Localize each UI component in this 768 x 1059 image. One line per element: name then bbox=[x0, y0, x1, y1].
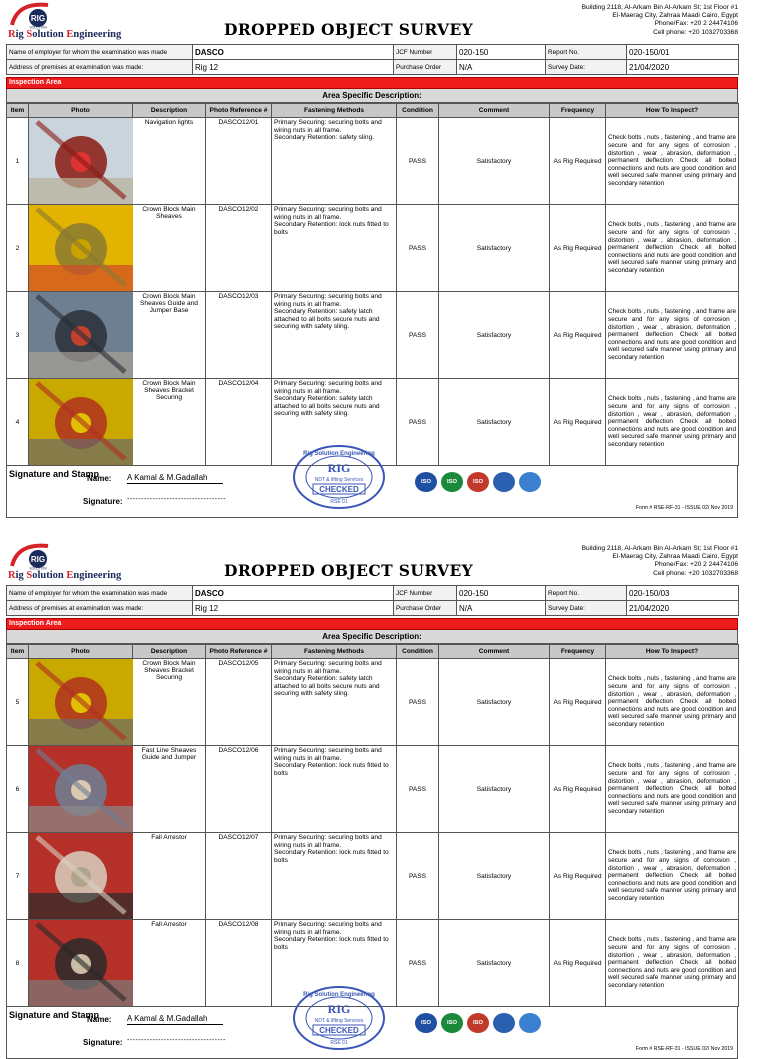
fastening-methods: Primary Securing: securing bolts and wiring nuts in all frame. Secondary Retention: lock nuts fitted to bolts bbox=[272, 920, 397, 1007]
item-number: 5 bbox=[7, 659, 29, 746]
svg-text:SOLUTION: SOLUTION bbox=[29, 25, 47, 30]
item-description: Fast Line Sheaves Guide and Jumper bbox=[133, 746, 206, 833]
po-value: N/A bbox=[457, 601, 546, 616]
frequency-value: As Rig Required bbox=[550, 205, 606, 292]
photo-reference: DASCO12/06 bbox=[206, 746, 272, 833]
item-number: 2 bbox=[7, 205, 29, 292]
svg-text:CHECKED: CHECKED bbox=[319, 1026, 359, 1035]
svg-text:RIG: RIG bbox=[327, 461, 351, 475]
employer-value: DASCO bbox=[193, 586, 394, 601]
inspection-photo bbox=[29, 746, 133, 833]
svg-text:Rig Solution Engineering: Rig Solution Engineering bbox=[303, 992, 375, 998]
condition-value: PASS bbox=[397, 379, 439, 466]
frequency-value: As Rig Required bbox=[550, 659, 606, 746]
condition-value: PASS bbox=[397, 118, 439, 205]
area-description-header: Area Specific Description: bbox=[6, 89, 738, 103]
frequency-value: As Rig Required bbox=[550, 379, 606, 466]
rig-logo-icon bbox=[8, 1, 54, 29]
jcf-label: JCF Number bbox=[394, 45, 457, 60]
signature-stamp-label: Signature and Stamp bbox=[9, 1010, 100, 1020]
info-grid bbox=[6, 44, 739, 75]
svg-text:CHECKED: CHECKED bbox=[319, 485, 359, 494]
comment-value: Satisfactory bbox=[439, 118, 550, 205]
company-brand-text: Rig Solution Engineering bbox=[8, 570, 122, 581]
fastening-methods: Primary Securing: securing bolts and wiring nuts in all frame. Secondary Retention: lock nuts fitted to bolts bbox=[272, 746, 397, 833]
inspection-photo bbox=[29, 205, 133, 292]
employer-label: Name of employer for whom the examination was made bbox=[7, 45, 193, 60]
svg-text:RIG: RIG bbox=[327, 1002, 351, 1016]
name-label: Name: bbox=[87, 474, 112, 483]
col-photo: Photo bbox=[29, 645, 133, 659]
table-row bbox=[7, 746, 739, 833]
signature-label: Signature: bbox=[83, 1038, 123, 1047]
condition-value: PASS bbox=[397, 292, 439, 379]
item-description: Crown Block Main Sheaves Guide and Jumper Base bbox=[133, 292, 206, 379]
signature-block bbox=[6, 992, 738, 1059]
report-value: 020-150/03 bbox=[627, 586, 739, 601]
col-how-to-inspect: How To Inspect? bbox=[606, 104, 739, 118]
comment-value: Satisfactory bbox=[439, 659, 550, 746]
page-gap bbox=[0, 521, 768, 541]
col-frequency: Frequency bbox=[550, 645, 606, 659]
globe-badge-icon bbox=[519, 472, 541, 492]
iso-badge-icon: ISO bbox=[415, 1013, 437, 1033]
iso-badge-icon: ISO bbox=[467, 1013, 489, 1033]
address-line: Building 2118, Al-Arkam Bin Al-Arkam St; 1st Floor #1 bbox=[581, 545, 738, 552]
frequency-value: As Rig Required bbox=[550, 920, 606, 1007]
photo-reference: DASCO12/04 bbox=[206, 379, 272, 466]
table-row bbox=[7, 205, 739, 292]
fastening-methods: Primary Securing: securing bolts and wiring nuts in all frame. Secondary Retention: safety latch attached to all bolts secure nuts and securing with safety sling. bbox=[272, 292, 397, 379]
condition-value: PASS bbox=[397, 920, 439, 1007]
how-to-inspect-text: Check bolts , nuts , fastening , and frame are secure and for any signs of corrosion , distortion , wear , abrasion, deformation , permanent deflection Check all bolted connections and nuts are good condition and well secured safe manner using primary and secondary retention bbox=[606, 205, 739, 292]
how-to-inspect-text: Check bolts , nuts , fastening , and frame are secure and for any signs of corrosion , distortion , wear , abrasion, deformation , permanent deflection Check all bolted connections and nuts are good condition and well secured safe manner using primary and secondary retention bbox=[606, 833, 739, 920]
seal-badge-icon bbox=[493, 1013, 515, 1033]
fastening-methods: Primary Securing: securing bolts and wiring nuts in all frame. Secondary Retention: lock nuts fitted to bolts bbox=[272, 833, 397, 920]
inspection-photo bbox=[29, 833, 133, 920]
inspection-photo bbox=[29, 292, 133, 379]
how-to-inspect-text: Check bolts , nuts , fastening , and frame are secure and for any signs of corrosion , distortion , wear , abrasion, deformation , permanent deflection Check all bolted connections and nuts are good condition and well secured safe manner using primary and secondary retention bbox=[606, 118, 739, 205]
premises-value: Rig 12 bbox=[193, 601, 394, 616]
form-number: Form # RSE-RF-31 - ISSUE 02/ Nov 2019 bbox=[635, 505, 733, 511]
rig-logo-icon bbox=[8, 542, 54, 570]
jcf-value: 020-150 bbox=[457, 586, 546, 601]
iso-badge-icon: ISO bbox=[467, 472, 489, 492]
col-item: Item bbox=[7, 645, 29, 659]
item-description: Fall Arrestor bbox=[133, 920, 206, 1007]
photo-reference: DASCO12/07 bbox=[206, 833, 272, 920]
item-number: 3 bbox=[7, 292, 29, 379]
employer-value: DASCO bbox=[193, 45, 394, 60]
svg-text:NDT & lifting Services: NDT & lifting Services bbox=[314, 1018, 364, 1024]
photo-image bbox=[29, 833, 132, 919]
form-number: Form # RSE-RF-31 - ISSUE 02/ Nov 2019 bbox=[635, 1046, 733, 1052]
col-description: Description bbox=[133, 645, 206, 659]
table-row bbox=[7, 292, 739, 379]
item-description: Crown Block Main Sheaves bbox=[133, 205, 206, 292]
photo-image bbox=[29, 118, 132, 204]
fastening-methods: Primary Securing: securing bolts and wiring nuts in all frame. Secondary Retention: safety latch attached to all bolts secure nuts and securing with safety sling. bbox=[272, 659, 397, 746]
company-logo bbox=[6, 541, 136, 585]
document-title: DROPPED OBJECT SURVEY bbox=[224, 20, 474, 39]
address-line: Building 2118, Al-Arkam Bin Al-Arkam St; 1st Floor #1 bbox=[581, 4, 738, 11]
inspection-photo bbox=[29, 118, 133, 205]
how-to-inspect-text: Check bolts , nuts , fastening , and frame are secure and for any signs of corrosion , distortion , wear , abrasion, deformation , permanent deflection Check all bolted connections and nuts are good condition and well secured safe manner using primary and secondary retention bbox=[606, 920, 739, 1007]
iso-badge-icon: ISO bbox=[441, 1013, 463, 1033]
svg-text:RSE 01: RSE 01 bbox=[330, 1040, 348, 1046]
item-number: 6 bbox=[7, 746, 29, 833]
photo-image bbox=[29, 205, 132, 291]
inspection-photo bbox=[29, 659, 133, 746]
address-line: El-Maerag City, Zahraa Maadi Cairo, Egypt bbox=[612, 12, 738, 20]
condition-value: PASS bbox=[397, 833, 439, 920]
company-address bbox=[518, 545, 738, 578]
item-description: Crown Block Main Sheaves Bracket Securing bbox=[133, 659, 206, 746]
fastening-methods: Primary Securing: securing bolts and wiring nuts in all frame. Secondary Retention: safety latch attached to all bolts secure nuts and securing with safety sling. bbox=[272, 379, 397, 466]
photo-reference: DASCO12/02 bbox=[206, 205, 272, 292]
signature-block bbox=[6, 451, 738, 518]
checked-stamp-icon bbox=[291, 985, 387, 1051]
comment-value: Satisfactory bbox=[439, 205, 550, 292]
svg-text:NDT & lifting Services: NDT & lifting Services bbox=[314, 477, 364, 483]
col-condition: Condition bbox=[397, 104, 439, 118]
col-photo: Photo bbox=[29, 104, 133, 118]
frequency-value: As Rig Required bbox=[550, 118, 606, 205]
premises-label: Address of premises at examination was made: bbox=[7, 60, 193, 75]
jcf-label: JCF Number bbox=[394, 586, 457, 601]
address-line: Phone/Fax: +20 2 24474106 bbox=[654, 20, 738, 28]
inspection-area-bar: Inspection Area bbox=[6, 77, 738, 89]
survey-table bbox=[6, 103, 739, 466]
table-row bbox=[7, 833, 739, 920]
photo-reference: DASCO12/03 bbox=[206, 292, 272, 379]
po-label: Purchase Order bbox=[394, 601, 457, 616]
survey-date-value: 21/04/2020 bbox=[627, 60, 739, 75]
how-to-inspect-text: Check bolts , nuts , fastening , and frame are secure and for any signs of corrosion , distortion , wear , abrasion, deformation , permanent deflection Check all bolted connections and nuts are good condition and well secured safe manner using primary and secondary retention bbox=[606, 659, 739, 746]
svg-text:RIG: RIG bbox=[30, 14, 46, 23]
inspection-photo bbox=[29, 920, 133, 1007]
inspector-names: A Kamal & M.Gadallah bbox=[127, 1014, 223, 1025]
item-number: 8 bbox=[7, 920, 29, 1007]
report-label: Report No. bbox=[546, 45, 627, 60]
fastening-methods: Primary Securing: securing bolts and wiring nuts in all frame. Secondary Retention: safety sling. bbox=[272, 118, 397, 205]
photo-reference: DASCO12/05 bbox=[206, 659, 272, 746]
item-description: Navigation lights bbox=[133, 118, 206, 205]
iso-badge-icon: ISO bbox=[415, 472, 437, 492]
frequency-value: As Rig Required bbox=[550, 833, 606, 920]
report-label: Report No. bbox=[546, 586, 627, 601]
address-line: Cell phone: +20 1032703368 bbox=[653, 569, 738, 577]
photo-image bbox=[29, 659, 132, 745]
fastening-methods: Primary Securing: securing bolts and wiring nuts in all frame. Secondary Retention: lock nuts fitted to bolts bbox=[272, 205, 397, 292]
item-number: 4 bbox=[7, 379, 29, 466]
comment-value: Satisfactory bbox=[439, 833, 550, 920]
how-to-inspect-text: Check bolts , nuts , fastening , and frame are secure and for any signs of corrosion , distortion , wear , abrasion, deformation , permanent deflection Check all bolted connections and nuts are good condition and well secured safe manner using primary and secondary retention bbox=[606, 746, 739, 833]
photo-image bbox=[29, 746, 132, 832]
comment-value: Satisfactory bbox=[439, 292, 550, 379]
col-how-to-inspect: How To Inspect? bbox=[606, 645, 739, 659]
name-label: Name: bbox=[87, 1015, 112, 1024]
premises-value: Rig 12 bbox=[193, 60, 394, 75]
seal-badge-icon bbox=[493, 472, 515, 492]
premises-label: Address of premises at examination was made: bbox=[7, 601, 193, 616]
po-label: Purchase Order bbox=[394, 60, 457, 75]
condition-value: PASS bbox=[397, 746, 439, 833]
signature-label: Signature: bbox=[83, 497, 123, 506]
col-photo-ref: Photo Reference # bbox=[206, 104, 272, 118]
page-header bbox=[6, 541, 738, 585]
area-description-header: Area Specific Description: bbox=[6, 630, 738, 644]
company-address bbox=[518, 4, 738, 37]
comment-value: Satisfactory bbox=[439, 746, 550, 833]
report-value: 020-150/01 bbox=[627, 45, 739, 60]
survey-date-label: Survey Date: bbox=[546, 601, 627, 616]
photo-image bbox=[29, 292, 132, 378]
svg-text:RSE 01: RSE 01 bbox=[330, 499, 348, 505]
item-description: Fall Arrestor bbox=[133, 833, 206, 920]
inspection-photo bbox=[29, 379, 133, 466]
signature-line: ----------------------------------- bbox=[127, 1037, 227, 1044]
frequency-value: As Rig Required bbox=[550, 746, 606, 833]
how-to-inspect-text: Check bolts , nuts , fastening , and frame are secure and for any signs of corrosion , distortion , wear , abrasion, deformation , permanent deflection Check all bolted connections and nuts are good condition and well secured safe manner using primary and secondary retention bbox=[606, 379, 739, 466]
col-photo-ref: Photo Reference # bbox=[206, 645, 272, 659]
signature-line: ----------------------------------- bbox=[127, 496, 227, 503]
address-line: Cell phone: +20 1032703368 bbox=[653, 28, 738, 36]
table-row bbox=[7, 659, 739, 746]
certification-badges bbox=[415, 1013, 541, 1033]
document-title: DROPPED OBJECT SURVEY bbox=[224, 561, 474, 580]
employer-label: Name of employer for whom the examination was made bbox=[7, 586, 193, 601]
signature-stamp-label: Signature and Stamp bbox=[9, 469, 100, 479]
survey-date-value: 21/04/2020 bbox=[627, 601, 739, 616]
iso-badge-icon: ISO bbox=[441, 472, 463, 492]
globe-badge-icon bbox=[519, 1013, 541, 1033]
survey-page-2 bbox=[6, 541, 738, 1052]
how-to-inspect-text: Check bolts , nuts , fastening , and frame are secure and for any signs of corrosion , distortion , wear , abrasion, deformation , permanent deflection Check all bolted connections and nuts are good condition and well secured safe manner using primary and secondary retention bbox=[606, 292, 739, 379]
address-line: El-Maerag City, Zahraa Maadi Cairo, Egypt bbox=[612, 553, 738, 561]
svg-text:Rig Solution Engineering: Rig Solution Engineering bbox=[303, 451, 375, 457]
company-logo bbox=[6, 0, 136, 44]
col-comment: Comment bbox=[439, 645, 550, 659]
col-comment: Comment bbox=[439, 104, 550, 118]
item-description: Crown Block Main Sheaves Bracket Securing bbox=[133, 379, 206, 466]
page-header bbox=[6, 0, 738, 44]
photo-reference: DASCO12/01 bbox=[206, 118, 272, 205]
address-line: Phone/Fax: +20 2 24474106 bbox=[654, 561, 738, 569]
table-row bbox=[7, 118, 739, 205]
photo-image bbox=[29, 379, 132, 465]
company-brand-text: Rig Solution Engineering bbox=[8, 29, 122, 40]
comment-value: Satisfactory bbox=[439, 379, 550, 466]
item-number: 1 bbox=[7, 118, 29, 205]
survey-table bbox=[6, 644, 739, 1007]
svg-text:RIG: RIG bbox=[30, 555, 46, 564]
info-grid bbox=[6, 585, 739, 616]
col-fastening: Fastening Methods bbox=[272, 645, 397, 659]
jcf-value: 020-150 bbox=[457, 45, 546, 60]
certification-badges bbox=[415, 472, 541, 492]
col-description: Description bbox=[133, 104, 206, 118]
condition-value: PASS bbox=[397, 659, 439, 746]
item-number: 7 bbox=[7, 833, 29, 920]
inspector-names: A Kamal & M.Gadallah bbox=[127, 473, 223, 484]
inspection-area-bar: Inspection Area bbox=[6, 618, 738, 630]
checked-stamp-icon bbox=[291, 444, 387, 510]
survey-page-1 bbox=[6, 0, 738, 521]
photo-reference: DASCO12/08 bbox=[206, 920, 272, 1007]
col-fastening: Fastening Methods bbox=[272, 104, 397, 118]
condition-value: PASS bbox=[397, 205, 439, 292]
col-frequency: Frequency bbox=[550, 104, 606, 118]
svg-text:SOLUTION: SOLUTION bbox=[29, 566, 47, 571]
col-condition: Condition bbox=[397, 645, 439, 659]
survey-date-label: Survey Date: bbox=[546, 60, 627, 75]
comment-value: Satisfactory bbox=[439, 920, 550, 1007]
po-value: N/A bbox=[457, 60, 546, 75]
col-item: Item bbox=[7, 104, 29, 118]
photo-image bbox=[29, 920, 132, 1006]
frequency-value: As Rig Required bbox=[550, 292, 606, 379]
